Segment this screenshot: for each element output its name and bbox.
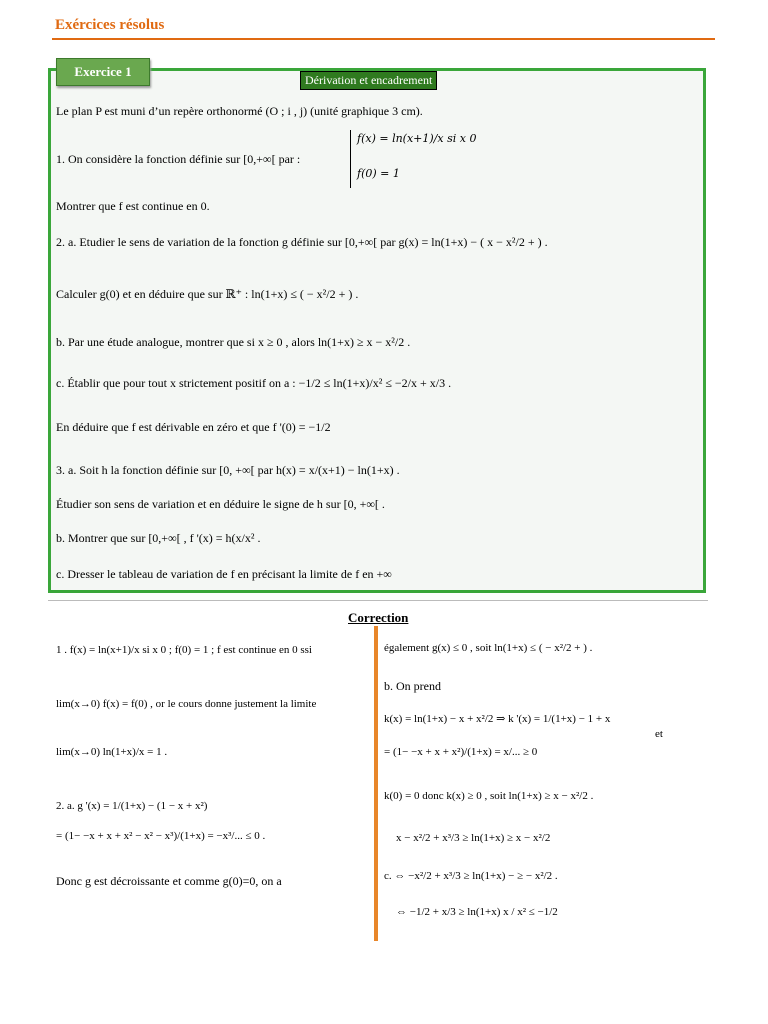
column-separator	[374, 626, 378, 941]
correction-right-1: également g(x) ≤ 0 , soit ln(1+x) ≤ ( − x²/2 + ) .	[384, 642, 593, 654]
f-at-zero: f(0) = 1	[357, 167, 400, 180]
correction-left-2: lim(x→0) f(x) = f(0) , or le cours donne justement la limite	[56, 698, 317, 710]
exercise-line-3b: b. Montrer que sur [0,+∞[ , f '(x) = h(x/x² .	[56, 531, 261, 545]
correction-left-3: lim(x→0) ln(1+x)/x = 1 .	[56, 746, 168, 758]
exercise-badge: Exercice 1	[56, 58, 150, 86]
exercise-line-2c: c. Établir que pour tout x strictement positif on a : −1/2 ≤ ln(1+x)/x² ≤ −2/x + x/3 .	[56, 376, 452, 390]
exercise-line-1: 1. On considère la fonction définie sur [0,+∞[ par :	[56, 152, 301, 166]
f-definition: f(x) = ln(x+1)/x si x 0	[357, 132, 477, 145]
page-title: Exércices résolus	[55, 17, 165, 33]
exercise-line-calc-g0: Calculer g(0) et en déduire que sur ℝ⁺ : ln(1+x) ≤ ( − x²/2 + ) .	[56, 287, 359, 301]
correction-left-5: = (1− −x + x + x² − x² − x³)/(1+x) = −x³/... ≤ 0 .	[56, 830, 266, 842]
correction-right-8: c. ⇔ −x²/2 + x³/3 ≥ ln(1+x) − ≥ − x²/2 .	[384, 870, 558, 882]
correction-right-3: k(x) = ln(1+x) − x + x²/2 ⇒ k '(x) = 1/(1+x) − 1 + x	[384, 713, 611, 725]
section-divider	[48, 600, 708, 601]
correction-left-6: Donc g est décroissante et comme g(0)=0, on a	[56, 874, 282, 888]
exercise-line-continuity: Montrer que f est continue en 0.	[56, 199, 210, 213]
exercise-line-intro: Le plan P est muni d’un repère orthonormé (O ; i , j) (unité graphique 3 cm).	[56, 104, 423, 118]
correction-right-5: = (1− −x + x + x²)/(1+x) = x/... ≥ 0	[384, 746, 538, 758]
correction-right-2: b. On prend	[384, 679, 441, 693]
exercise-line-3c: c. Dresser le tableau de variation de f en précisant la limite de f en +∞	[56, 567, 392, 581]
header-divider	[52, 38, 715, 40]
correction-left-1: 1 . f(x) = ln(x+1)/x si x 0 ; f(0) = 1 ; f est continue en 0 ssi	[56, 644, 312, 656]
correction-title: Correction	[348, 610, 409, 625]
exercise-line-derivable: En déduire que f est dérivable en zéro et que f '(0) = −1/2	[56, 420, 331, 434]
exercise-line-h-sign: Étudier son sens de variation et en déduire le signe de h sur [0, +∞[ .	[56, 497, 385, 511]
exercise-line-2b: b. Par une étude analogue, montrer que si x ≥ 0 , alors ln(1+x) ≥ x − x²/2 .	[56, 335, 411, 349]
exercise-subtitle: Dérivation et encadrement	[300, 71, 437, 90]
correction-right-7: x − x²/2 + x³/3 ≥ ln(1+x) ≥ x − x²/2	[396, 832, 551, 844]
function-system	[350, 130, 476, 188]
exercise-line-2a: 2. a. Etudier le sens de variation de la fonction g définie sur [0,+∞[ par g(x) = ln(1+x) − ( x − x²/2 + ) .	[56, 235, 548, 249]
correction-right-9: ⇔ −1/2 + x/3 ≥ ln(1+x) x / x² ≤ −1/2	[396, 906, 558, 918]
correction-left-4: 2. a. g '(x) = 1/(1+x) − (1 − x + x²)	[56, 800, 208, 812]
correction-right-4: et	[655, 728, 663, 740]
correction-right-6: k(0) = 0 donc k(x) ≥ 0 , soit ln(1+x) ≥ x − x²/2 .	[384, 790, 594, 802]
exercise-line-3a: 3. a. Soit h la fonction définie sur [0, +∞[ par h(x) = x/(x+1) − ln(1+x) .	[56, 463, 400, 477]
